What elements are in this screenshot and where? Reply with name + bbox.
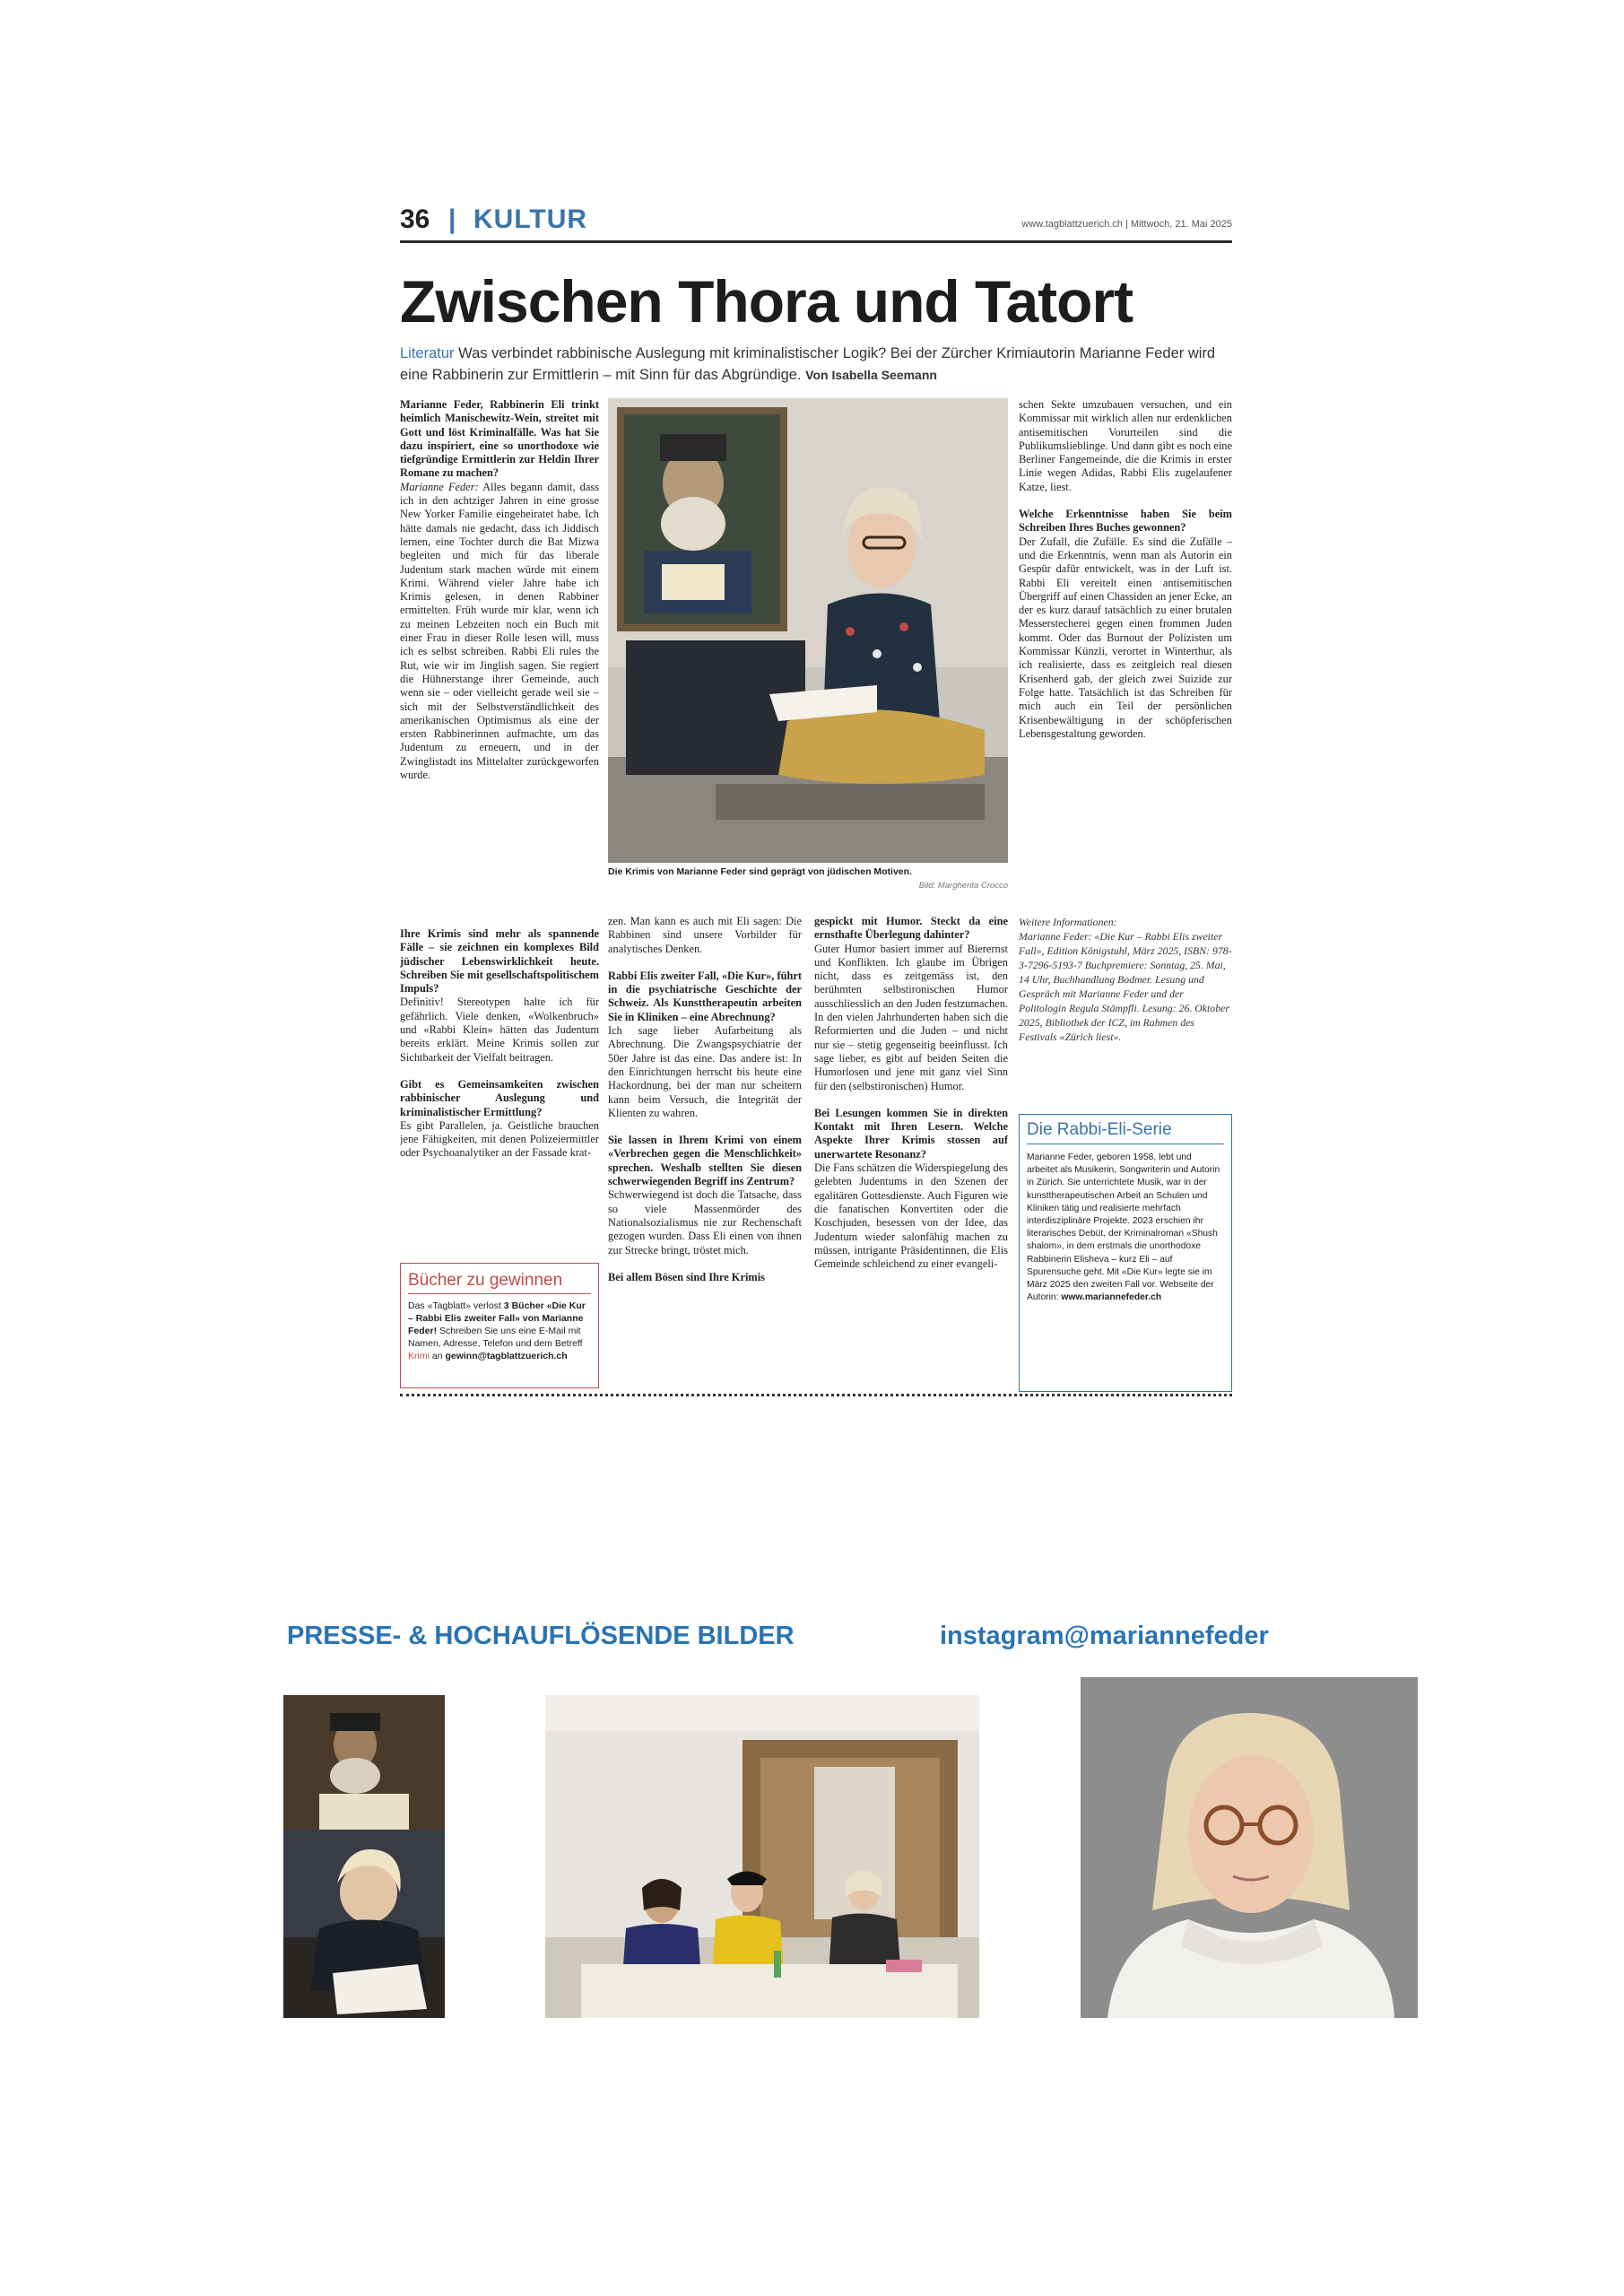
answer-3: Es gibt Parallelen, ja. Geistliche brauchen jene Fähigkeiten, mit denen Polizeiermittler oder Psychoanalytiker an der Fassade krat- [400,1118,599,1160]
answer-6: Guter Humor basiert immer auf Bierernst und Konflikten. Ich glaube im Übrigen nicht, dass es zeitgemäss ist, den berühmten selbstironischen Humor ausschliesslich an den Juden festzumachen. In den vielen Jahrhunderten haben sich die Reformierten und die Juden – und nicht nur sie – stetig gegenseitig beeinflusst. Ich sage lieber, es gibt auf beiden Seiten die Humorlosen und jene mit ganz viel Sinn für den (selbstironischen) Humor. [814,942,1008,1092]
books-text-1: Das «Tagblatt» verlost [408,1300,504,1311]
article-lead [400,343,1232,386]
author-website-link[interactable]: www.mariannefeder.ch [1061,1292,1162,1303]
header-separator: | [448,204,456,234]
column-2-bottom [608,915,802,1390]
answer-2: Definitiv! Stereotypen halte ich für gefährlich. Viele denken, «Wolkenbruch» und «Rabbi Klein» hätten das Judentum bereits erklärt. Meine Krimis sollen zur Sichtbarkeit der Vielfalt beitragen. [400,996,599,1064]
question-7: Bei Lesungen kommen Sie in direkten Kontakt mit Ihren Lesern. Welche Aspekte Ihrer Krimis stossen auf unerwartete Resonanz? [814,1106,1008,1161]
lead-text: Was verbindet rabbinische Auslegung mit kriminalistischer Logik? Bei der Zürcher Krimiautorin Marianne Feder wird eine Rabbinerin zur Ermittlerin – mit Sinn für das Abgründige. [400,345,1216,383]
article-headline: Zwischen Thora und Tatort [400,268,1133,335]
question-2: Ihre Krimis sind mehr als spannende Fälle – sie zeichnen ein komplexes Bild jüdischer Lebenswirklichkeit heute. Schreiben Sie mit gesellschaftspolitischem Impuls? [400,927,599,996]
author-portrait-photo [608,398,1008,863]
books-email-link[interactable]: gewinn@tagblattzuerich.ch [445,1351,568,1361]
books-keyword: Krimi [408,1351,430,1361]
books-text-3: an [429,1351,446,1361]
press-photo-reading[interactable] [283,1695,445,2018]
books-giveaway-text [408,1300,591,1362]
info-text: Marianne Feder: «Die Kur – Rabbi Elis zweiter Fall», Edition Königstuhl, März 2025, ISBN: 978-3-7296-5193-7 Buchpremiere: Sonntag, 25. Mai, 14 Uhr, Buchhandlung Bodmer. Lesung und Gespräch mit Marianne Feder und der Politologin Regula Stämpfli. Lesung: 26. Oktober 2025, Bibliothek der ICZ, im Rahmen des Festivals «Zürich liest». [1019,930,1232,1043]
byline: Von Isabella Seemann [805,368,937,382]
rabbi-series-text [1027,1152,1224,1304]
column-1-top [400,398,599,918]
newspaper-clipping [400,199,1232,1419]
question-6: Bei allem Bösen sind Ihre Krimis [608,1270,765,1283]
instagram-handle[interactable]: instagram@mariannefeder [940,1622,1269,1650]
answer-3-continued: zen. Man kann es auch mit Eli sagen: Die Rabbinen sind unsere Vorbilder für analytisches Denken. [608,915,802,955]
answer-8: Der Zufall, die Zufälle. Es sind die Zufälle – und die Erkenntnis, wenn man als Autorin ein Gespür dafür entwickelt, was in der Luft ist. Rabbi Eli vereitelt einen antisemitischen Übergriff auf einen Chassiden an jener Ecke, an der es kurz darauf tatsächlich zu einer brutalen Messerstecherei gegen einen frommen Juden kommt. Oder das Burnout der Polizisten um Kommissar Künzli, verortet in Winterthur, als ich realisierte, dass es zeitgleich real diesen Krisenherd gab, der gleich zwei Suizide zur Folge hatte. Tatsächlich ist das Schreiben für mich auch ein Teil der persönlichen Krisenbewältigung in der schöpferischen Lebensgestaltung geworden. [1019,535,1232,740]
rabbi-eli-series-box [1019,1114,1232,1392]
rabbi-series-title: Die Rabbi-Eli-Serie [1027,1120,1224,1144]
photo-caption: Die Krimis von Marianne Feder sind geprägt von jüdischen Motiven. [608,866,912,877]
question-8: Welche Erkenntnisse haben Sie beim Schreiben Ihres Buches gewonnen? [1019,508,1232,535]
question-1: Marianne Feder, Rabbinerin Eli trinkt heimlich Manischewitz-Wein, streitet mit Gott und löst Kriminalfälle. Was hat Sie dazu inspiriert, eine so unorthodoxe wie tiefgründige Ermittlerin zur Heldin Ihrer Romane zu machen? [400,398,599,480]
question-6-continued: gespickt mit Humor. Steckt da eine ernsthafte Überlegung dahinter? [814,915,1008,942]
books-giveaway-title: Bücher zu gewinnen [408,1271,591,1294]
event-photo-image [545,1695,979,2018]
press-images-heading: PRESSE- & HOCHAUFLÖSENDE BILDER [287,1622,795,1650]
lead-kicker: Literatur [400,345,455,361]
column-3-bottom [814,915,1008,1390]
books-text-bold: 3 Bücher «Die Kur – Rabbi Elis zweiter Fall» von Marianne Feder! [408,1300,586,1336]
column-1-bottom [400,927,599,1198]
column-4-top [1019,398,1232,900]
answer-5: Schwerwiegend ist doch die Tatsache, dass so viele Massenmörder des Nationalsozialismus nie zur Rechenschaft gezogen wurden. Dass Eli einen von ihnen zur Strecke bringt, tröstet mich. [608,1188,802,1257]
question-4: Rabbi Elis zweiter Fall, «Die Kur», führt in die psychiatrische Geschichte der Schweiz. Als Kunsttherapeutin arbeiten Sie in Kliniken – eine Abrechnung? [608,969,802,1023]
books-giveaway-box [400,1263,599,1388]
answer-speaker: Marianne Feder: [400,480,479,493]
press-photo-event[interactable] [545,1695,979,2018]
answer-1: Alles begann damit, dass ich in den achtziger Jahren in eine grosse New Yorker Familie eingeheiratet habe. Ich hätte damals nie gedacht, dass ich Jiddisch lernen, eine Tochter durch die Bat Mizwa begleiten und mich für das liberale Judentum stark machen würde mit einem Krimi. Während vieler Jahre habe ich Krimis gelesen, in denen Rabbiner ermittelten. Früh wurde mir klar, wenn ich zu meinen Lebzeiten noch ein Buch mit einer Frau in dieser Rolle lesen will, muss ich es selbst schreiben. Rabbi Eli rules the Rut, wie wir im Jinglish sagen. Sie regiert die Hühnerstange ihrer Gemeinde, auch wenn sie – oder vielleicht gerade weil sie – sich mit der Selbstverständlichkeit des amerikanischen Optimismus als eine der ersten Rabbinerinnen aufmachte, um das Judentum zu erneuern, und in der Zwinglistadt ins Mittelalter zurückgeworfen wurde. [400,480,599,782]
article-photo [608,398,1008,863]
reading-photo-image [283,1695,445,2018]
info-title: Weitere Informationen: [1019,916,1117,928]
bottom-dotted-rule [400,1394,1232,1396]
answer-7-continued: schen Sekte umzubauen versuchen, und ein Kommissar mit wirklich allen nur erdenklichen antisemitischen Vorurteilen sind die Publikumslieblinge. Und dann gibt es noch eine Berliner Fangemeinde, die die Krimis in erster Linie wegen Adidas, Rabbi Elis zugelaufener Katze, liest. [1019,398,1232,493]
question-5: Sie lassen in Ihrem Krimi von einem «Verbrechen gegen die Menschlichkeit» sprechen. Weshalb stellten Sie diesen schwerwiegenden Begriff ins Zentrum? [608,1134,802,1188]
further-information [1019,915,1232,1107]
masthead-date: www.tagblattzuerich.ch | Mittwoch, 21. Mai 2025 [1021,219,1232,230]
page-number: 36 [400,204,430,234]
portrait-photo-image [1081,1677,1418,2018]
photo-credit: Bild: Margherita Crocco [918,881,1008,891]
press-photo-portrait[interactable] [1081,1677,1418,2018]
question-3: Gibt es Gemeinsamkeiten zwischen rabbinischer Auslegung und kriminalistischer Ermittlung? [400,1077,599,1118]
answer-7: Die Fans schätzen die Widerspiegelung des gelebten Judentums in den Szenen der egalitären Gottesdienste. Auch Figuren wie die fanatischen Konvertiten oder die Koschjuden, besessen von der Idee, das Judentum wieder salonfähig machen zu müssen, intrigante Präsidentinnen, die Elis Gemeinde schleichend zu einer evangeli- [814,1161,1008,1271]
rabbi-series-bio: Marianne Feder, geboren 1958, lebt und arbeitet als Musikerin, Songwriterin und Autorin in Zürich. Sie unterrichtete Musik, war in der kunsttherapeutischen Arbeit an Schulen und Kliniken tätig und realisierte mehrfach interdisziplinäre Projekte. 2023 erschien ihr literarisches Debüt, der Kriminalroman «Shush shalom», in dem erstmals die unorthodoxe Rabbinerin Elisheva – kurz Eli – auf Spurensuche geht. Mit «Die Kur» legte sie im März 2025 den zweiten Fall vor. Webseite der Autorin: [1027,1152,1220,1303]
section-title: KULTUR [473,204,588,234]
answer-4: Ich sage lieber Aufarbeitung als Abrechnung. Die Zwangspsychiatrie der 50er Jahre ist das eine. Das andere ist: In den Einrichtungen herrscht bis heute eine Hackordnung, bei der man nur scheitern kann beim Versuch, die Integrität der Klienten zu wahren. [608,1024,802,1119]
header-rule [400,240,1232,243]
books-text-2: Schreiben Sie uns eine E-Mail mit Namen, Adresse, Telefon und dem Betreff [408,1326,583,1349]
